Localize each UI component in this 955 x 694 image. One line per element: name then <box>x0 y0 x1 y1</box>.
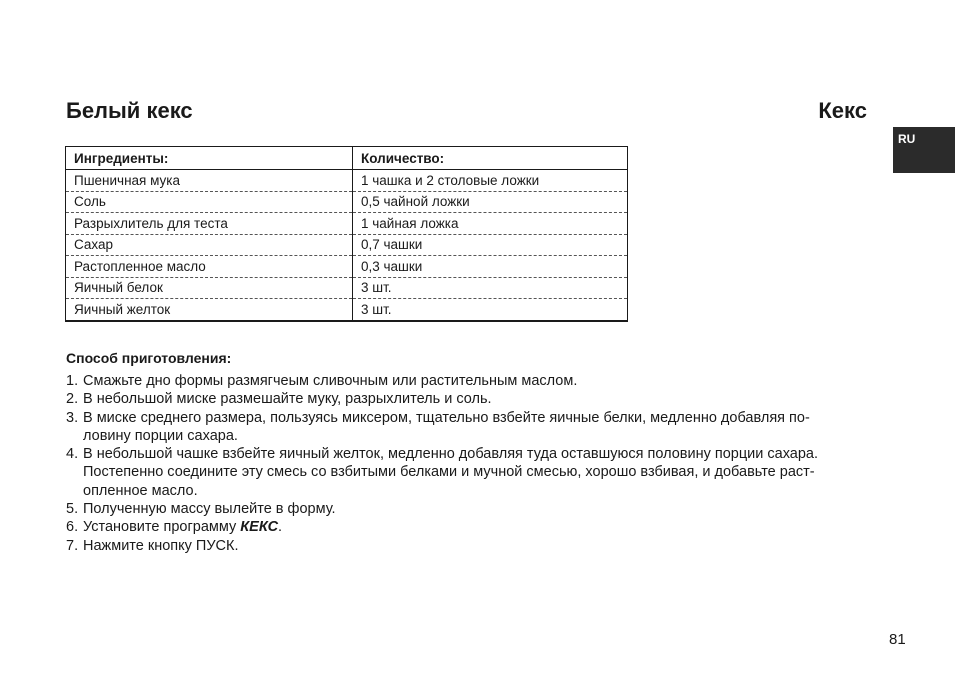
recipe-title: Белый кекс <box>66 98 193 123</box>
step-text-before: Установите программу <box>83 519 241 536</box>
ingredient-quantity: 3 шт. <box>353 277 628 299</box>
step-number: 6. <box>66 519 79 536</box>
step-text-line: опленное масло. <box>83 482 198 499</box>
ingredient-name: Растопленное масло <box>66 256 353 278</box>
step-text-line: В миске среднего размера, пользуясь миксером, тщательно взбейте яичные белки, медленно добавляя по- <box>83 409 810 426</box>
step-number: 5. <box>66 501 79 518</box>
method-step <box>66 372 896 390</box>
ingredient-quantity: 1 чайная ложка <box>353 213 628 235</box>
step-text <box>83 518 896 536</box>
method-step <box>66 445 896 500</box>
ingredient-quantity: 3 шт. <box>361 301 392 317</box>
ingredient-name: Разрыхлитель для теста <box>66 213 353 235</box>
section-title: Кекс <box>818 98 867 123</box>
step-text-line: В небольшой чашке взбейте яичный желток, медленно добавляя туда оставшуюся половину порции сахара. <box>83 446 819 463</box>
language-tab: RU <box>893 127 955 173</box>
table-row <box>66 299 628 321</box>
method-steps <box>66 372 896 555</box>
method-section <box>66 349 896 555</box>
table-row <box>66 170 628 192</box>
table-row <box>66 191 628 213</box>
method-step <box>66 390 896 408</box>
ingredient-quantity: 0,5 чайной ложки <box>353 191 628 213</box>
step-number: 2. <box>66 391 79 408</box>
ingredients-column-header: Ингредиенты: <box>66 147 353 170</box>
step-text-after: . <box>278 519 283 536</box>
step-text <box>83 409 896 446</box>
ingredient-name: Яичный желток <box>66 299 353 321</box>
page-number: 81 <box>889 631 906 648</box>
ingredient-name: Сахар <box>66 234 353 256</box>
table-row <box>66 256 628 278</box>
quantity-column-header: Количество: <box>353 147 628 170</box>
method-step <box>66 537 896 555</box>
table-row <box>66 213 628 235</box>
ingredients-table <box>65 146 628 322</box>
ingredient-quantity: 1 чашка и 2 столовые ложки <box>353 170 628 192</box>
step-number: 4. <box>66 446 79 463</box>
method-step <box>66 500 896 518</box>
table-row <box>66 277 628 299</box>
step-text: Полученную массу вылейте в форму. <box>83 501 336 518</box>
ingredient-name: Пшеничная мука <box>66 170 353 192</box>
step-text: Смажьте дно формы размягчеым сливочным или растительным маслом. <box>83 373 578 389</box>
ingredient-name: Яичный белок <box>66 277 353 299</box>
step-text-line: ловину порции сахара. <box>83 427 238 444</box>
step-number: 3. <box>66 409 79 426</box>
ingredient-quantity: 0,3 чашки <box>353 256 628 278</box>
step-text: В небольшой миске размешайте муку, разрыхлитель и соль. <box>83 391 492 408</box>
ingredient-quantity: 0,7 чашки <box>353 234 628 256</box>
method-step <box>66 518 896 536</box>
method-heading: Способ приготовления: <box>66 350 232 366</box>
table-header-row <box>66 147 628 170</box>
table-row <box>66 234 628 256</box>
method-step <box>66 409 896 446</box>
ingredient-name: Соль <box>66 191 353 213</box>
step-number: 1. <box>66 373 79 389</box>
step-text-line: Постепенно соедините эту смесь со взбитыми белками и мучной смесью, хорошо взбивая, и добавьте раст- <box>83 464 815 481</box>
program-name-highlight: КЕКС <box>240 519 279 536</box>
step-number: 7. <box>66 537 79 554</box>
step-text <box>83 445 896 500</box>
step-text: Нажмите кнопку ПУСК. <box>83 537 239 554</box>
